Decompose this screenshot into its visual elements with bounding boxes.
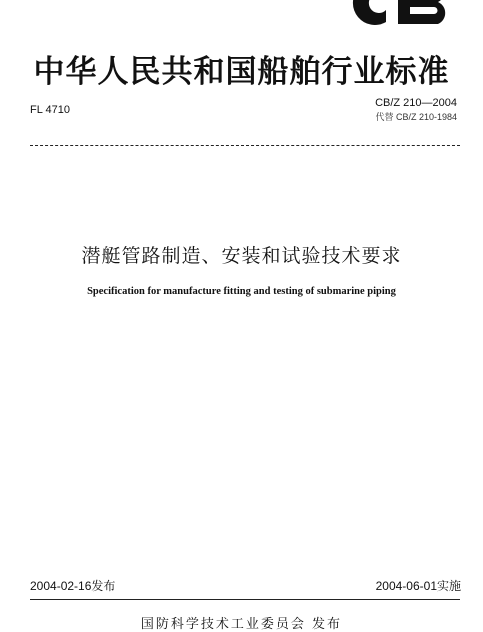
document-title-chinese: 潜艇管路制造、安装和试验技术要求 [81, 245, 402, 267]
ics-code: FL 4710 [30, 104, 70, 116]
cb-logo [326, 0, 466, 28]
footer-divider [30, 599, 460, 600]
document-title-english: Specification for manufacture fitting and testing of submarine piping [87, 286, 396, 297]
issuing-authority: 国防科学技术工业委员会 发布 [140, 617, 343, 632]
header-divider [30, 145, 460, 146]
replaces-standard: 代替 CB/Z 210-1984 [375, 112, 457, 122]
issue-date: 2004-02-16发布 [30, 579, 116, 593]
standard-number-block [375, 96, 457, 124]
standard-number: CB/Z 210—2004 [375, 97, 457, 109]
standard-organization-title: 中华人民共和国船舶行业标准 [33, 54, 450, 90]
implementation-date: 2004-06-01实施 [375, 579, 461, 593]
